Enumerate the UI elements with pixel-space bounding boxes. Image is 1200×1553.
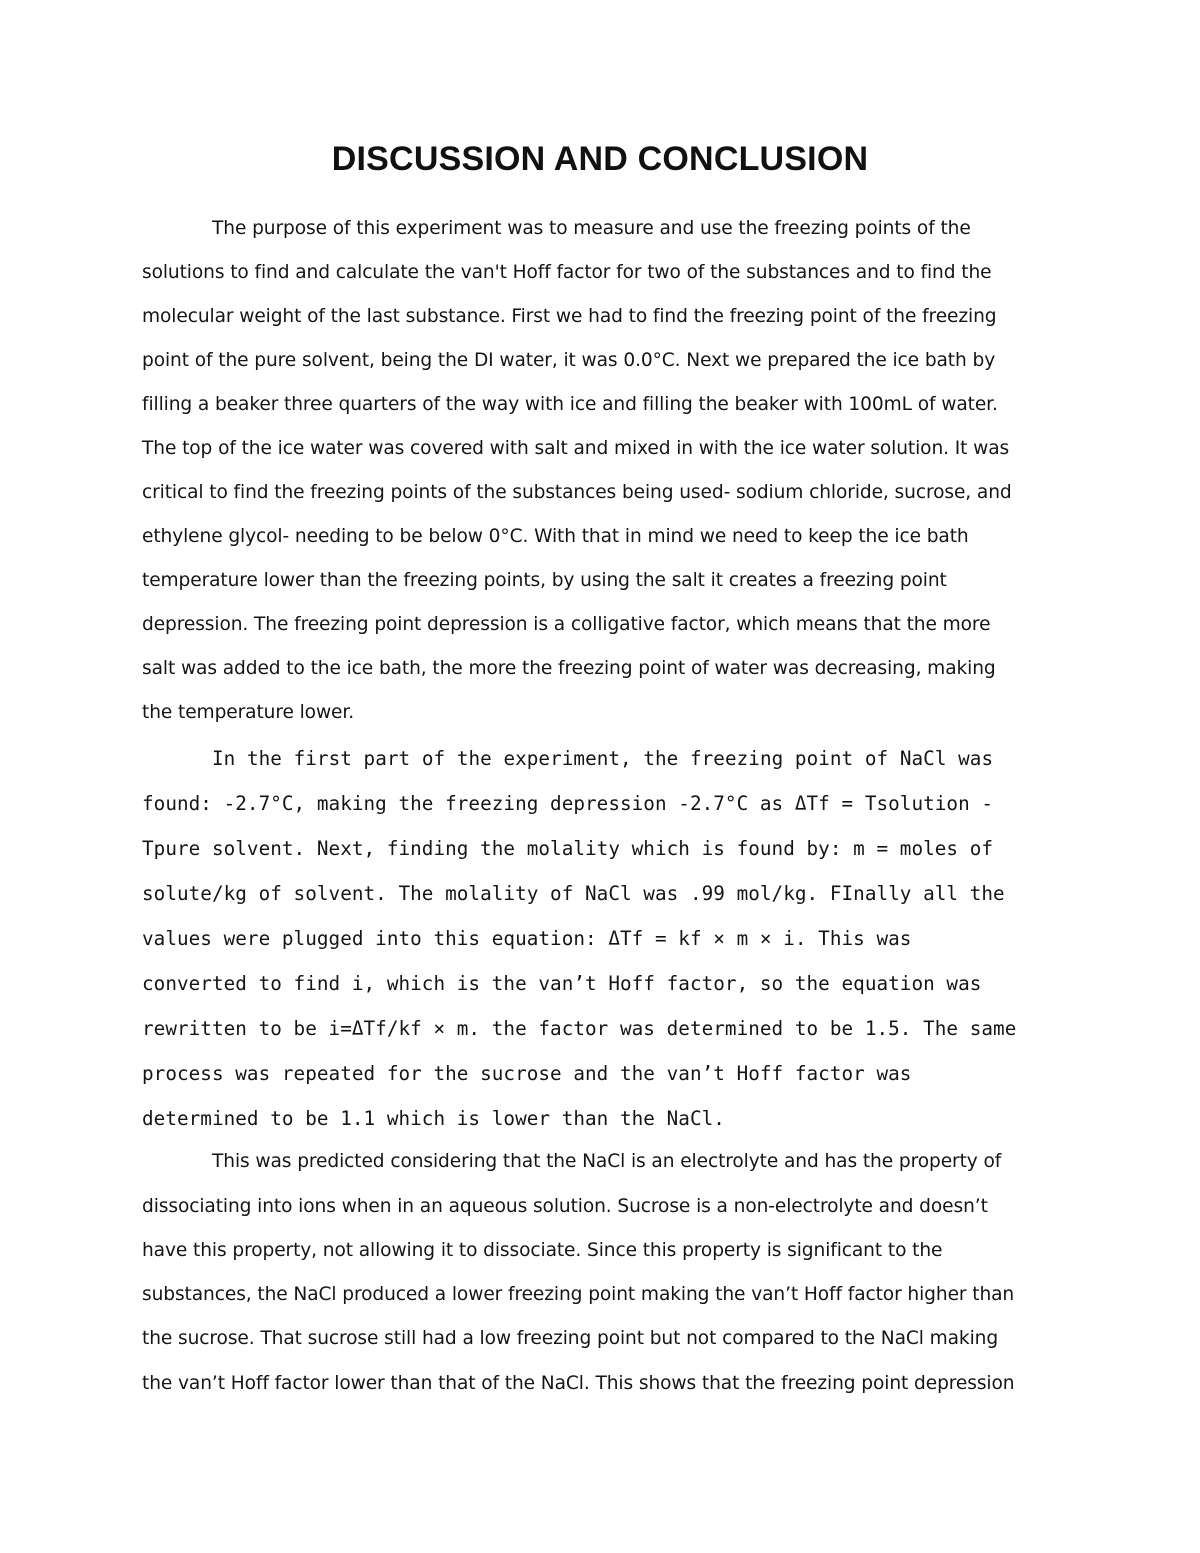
paragraph-2-line-5: values were plugged into this equation: ΔTf = kf × m × i. This was <box>142 927 912 950</box>
paragraph-1-line-12: the temperature lower. <box>142 702 355 723</box>
paragraph-3-line-4: substances, the NaCl produced a lower freezing point making the van’t Hoff factor higher than <box>142 1284 1015 1305</box>
paragraph-2-line-8: process was repeated for the sucrose and the van’t Hoff factor was <box>142 1062 912 1085</box>
page-title: DISCUSSION AND CONCLUSION <box>331 140 869 178</box>
paragraph-2-line-6: converted to find i, which is the van’t Hoff factor, so the equation was <box>142 972 982 995</box>
paragraph-1-line-8: ethylene glycol- needing to be below 0°C. With that in mind we need to keep the ice bath <box>142 526 969 547</box>
paragraph-1-line-7: critical to find the freezing points of the substances being used- sodium chloride, sucrose, and <box>142 482 1012 503</box>
paragraph-2-line-3: Tpure solvent. Next, finding the molality which is found by: m = moles of <box>142 837 994 860</box>
paragraph-1-line-9: temperature lower than the freezing points, by using the salt it creates a freezing point <box>142 570 947 591</box>
paragraph-3-line-6: the van’t Hoff factor lower than that of the NaCl. This shows that the freezing point depression <box>142 1373 1015 1394</box>
paragraph-2-line-9: determined to be 1.1 which is lower than the NaCl. <box>142 1107 725 1130</box>
paragraph-1-line-1: The purpose of this experiment was to measure and use the freezing points of the <box>212 218 971 239</box>
paragraph-3-line-3: have this property, not allowing it to dissociate. Since this property is significant to the <box>142 1240 943 1261</box>
paragraph-1-line-3: molecular weight of the last substance. First we had to find the freezing point of the freezing <box>142 306 997 327</box>
paragraph-2-line-7: rewritten to be i=ΔTf/kf × m. the factor was determined to be 1.5. The same <box>142 1017 1017 1040</box>
paragraph-1-line-5: filling a beaker three quarters of the way with ice and filling the beaker with 100mL of water. <box>142 394 998 415</box>
paragraph-2-line-1: In the first part of the experiment, the freezing point of NaCl was <box>212 747 994 770</box>
paragraph-1-line-4: point of the pure solvent, being the DI water, it was 0.0°C. Next we prepared the ice bath by <box>142 350 996 371</box>
paragraph-3-line-5: the sucrose. That sucrose still had a low freezing point but not compared to the NaCl making <box>142 1328 999 1349</box>
paragraph-2-line-4: solute/kg of solvent. The molality of NaCl was .99 mol/kg. FInally all the <box>142 882 1005 905</box>
paragraph-1-line-10: depression. The freezing point depression is a colligative factor, which means that the more <box>142 614 991 635</box>
paragraph-2-line-2: found: -2.7°C, making the freezing depression -2.7°C as ΔTf = Tsolution - <box>142 792 994 815</box>
paragraph-1-line-2: solutions to find and calculate the van't Hoff factor for two of the substances and to find the <box>142 262 992 283</box>
paragraph-3-line-1: This was predicted considering that the NaCl is an electrolyte and has the property of <box>212 1151 1002 1172</box>
paragraph-1-line-6: The top of the ice water was covered with salt and mixed in with the ice water solution. It was <box>142 438 1010 459</box>
paragraph-1-line-11: salt was added to the ice bath, the more the freezing point of water was decreasing, making <box>142 658 996 679</box>
paragraph-3-line-2: dissociating into ions when in an aqueous solution. Sucrose is a non-electrolyte and doesn’t <box>142 1196 988 1217</box>
